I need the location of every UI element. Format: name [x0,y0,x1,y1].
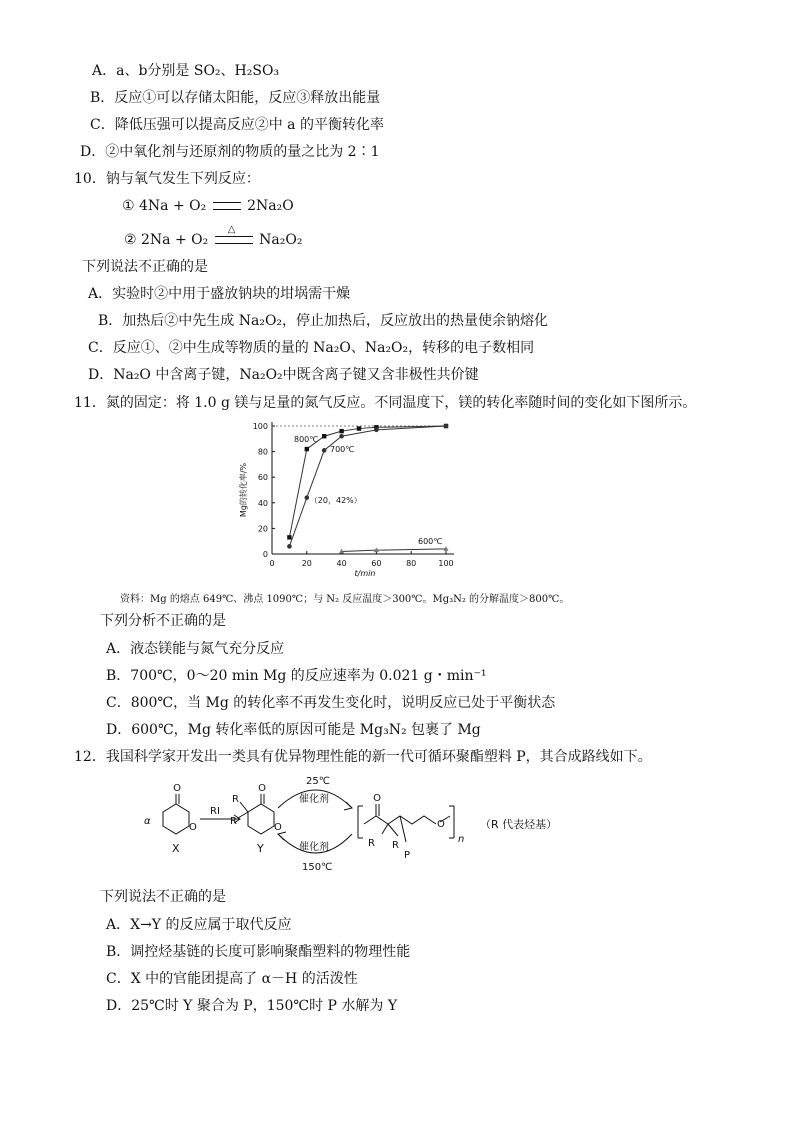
q11-option-d: D．600℃，Mg 转化率低的原因可能是 Mg₃N₂ 包裹了 Mg [106,722,481,738]
q12-stem: 12．我国科学家开发出一类具有优异物理性能的新一代可循环聚酯塑料 P，其合成路线如下。 [74,749,652,765]
eq2-left: ② 2Na + O₂ [124,232,209,248]
q10-option-b: B．加热后②中先生成 Na₂O₂，停止加热后，反应放出的热量使余钠熔化 [98,313,549,329]
q9-option-b: B．反应①可以存储太阳能，反应③释放出能量 [90,90,381,106]
data-point-square [322,434,326,438]
q11-data-note: 资料：Mg 的熔点 649℃、沸点 1090℃；与 N₂ 反应温度＞300℃。Mg₃N₂ 的分解温度＞800℃。 [120,594,570,605]
q10-option-c: C．反应①、②中生成等物质的量的 Na₂O、Na₂O₂，转移的电子数相同 [88,340,535,356]
reagent-ri-label: RI [210,806,220,817]
lactone-ring-x [163,794,189,834]
polymer-r-label-1: R [368,838,375,849]
q11-option-c: C．800℃，当 Mg 的转化率不再发生变化时，说明反应已处于平衡状态 [106,695,556,711]
q12-option-b: B．调控烃基链的长度可影响聚酯塑料的物理性能 [106,944,411,960]
eq1-right: 2Na₂O [247,198,294,214]
eq2-condition-arrow [215,224,253,244]
series-line-2 [342,549,446,552]
series-label-0: 800℃ [294,435,319,444]
x-axis-label: t/min [354,569,376,578]
repeat-n-label: n [458,834,465,845]
catalyst-label-bottom: 催化剂 [299,842,329,853]
eq2-right: Na₂O₂ [259,232,303,248]
y-tick-label: 20 [257,524,268,534]
substituent-r-label-1: R [232,794,239,805]
data-point-circle [339,434,344,439]
catalyst-label-top: 催化剂 [299,794,329,805]
q9-option-d: D．②中氧化剂与还原剂的物质的量之比为 2∶1 [80,144,380,160]
polyester-synthesis-scheme [136,772,592,874]
r-definition-note: （R 代表烃基） [480,818,558,831]
q9-option-a: A．a、b分别是 SO₂、H₂SO₃ [92,63,280,79]
svg-text:O: O [258,783,266,794]
q10-stem: 10．钠与氧气发生下列反应： [74,171,260,187]
x-tick-label: 20 [301,559,312,568]
temperature-150c: 150℃ [302,862,333,873]
heating-symbol: △ [227,224,236,235]
series-label-1: 700℃ [330,445,355,454]
q12-option-d: D．25℃时 Y 聚合为 P，150℃时 P 水解为 Y [106,998,398,1014]
data-point-circle [322,448,327,453]
q11-option-b: B．700℃，0～20 min Mg 的反应速率为 0.021 g・min⁻¹ [106,668,487,684]
y-tick-label: 40 [257,498,268,508]
chart-ticks [253,422,454,568]
data-point-circle [287,544,292,549]
data-point-square [305,447,309,451]
y-tick-label: 60 [257,473,268,483]
x-tick-label: 100 [438,559,454,568]
compound-y-label: Y [257,842,264,855]
alpha-label: α [144,816,151,827]
x-tick-label: 80 [406,559,417,568]
eq1-left: ① 4Na + O₂ [122,198,207,214]
lactone-ring-y [238,794,274,834]
q11-stem: 11．氮的固定：将 1.0 g 镁与足量的氮气反应。不同温度下，镁的转化率随时间的变化如下图所示。 [74,395,697,411]
polymer-p-label: P [404,850,411,861]
q9-option-c: C．降低压强可以提高反应②中 a 的平衡转化率 [90,117,384,133]
ring-oxygen-x: O [189,822,197,833]
data-point-square [339,429,343,433]
data-point-circle [374,428,379,433]
substituent-r-label-2: R [230,816,237,827]
x-tick-label: 0 [269,559,275,568]
data-point-circle [305,495,310,500]
compound-x-label: X [172,842,180,855]
q12-option-a: A．X→Y 的反应属于取代反应 [106,917,292,933]
q12-question: 下列说法不正确的是 [100,889,226,905]
q10-equation-1 [122,197,294,215]
svg-text:O: O [173,783,181,794]
x-tick-label: 40 [336,559,347,568]
data-point-circle [444,424,449,429]
svg-text:O: O [373,793,381,804]
q11-option-a: A．液态镁能与氮气充分反应 [106,641,285,657]
y-tick-label: 100 [252,422,268,431]
q10-question: 下列说法不正确的是 [82,259,208,275]
chart-labels [238,435,442,578]
y-tick-label: 80 [257,447,268,457]
polymer-r-label-2: R [392,840,399,851]
y-axis-label: Mg的转化率/% [239,462,248,518]
q10-equation-2 [124,224,303,249]
x-tick-label: 60 [371,559,382,568]
temperature-25c: 25℃ [306,776,330,787]
data-point-square [357,426,361,430]
q11-question: 下列分析不正确的是 [100,613,226,629]
q10-option-a: A．实验时②中用于盛放钠块的坩埚需干燥 [88,286,351,302]
svg-text:O: O [274,822,282,833]
q12-option-c: C．X 中的官能团提高了 α－H 的活泼性 [106,971,358,987]
y-tick-label: 0 [262,550,268,559]
data-point-square [287,535,291,539]
svg-text:O: O [437,819,445,830]
point-annotation: （20，42%） [309,496,362,506]
mg-conversion-chart [232,416,466,584]
q10-option-d: D．Na₂O 中含离子键，Na₂O₂中既含离子键又含非极性共价键 [88,367,479,383]
eq1-arrow [213,202,241,210]
series-label-2: 600℃ [418,537,443,546]
